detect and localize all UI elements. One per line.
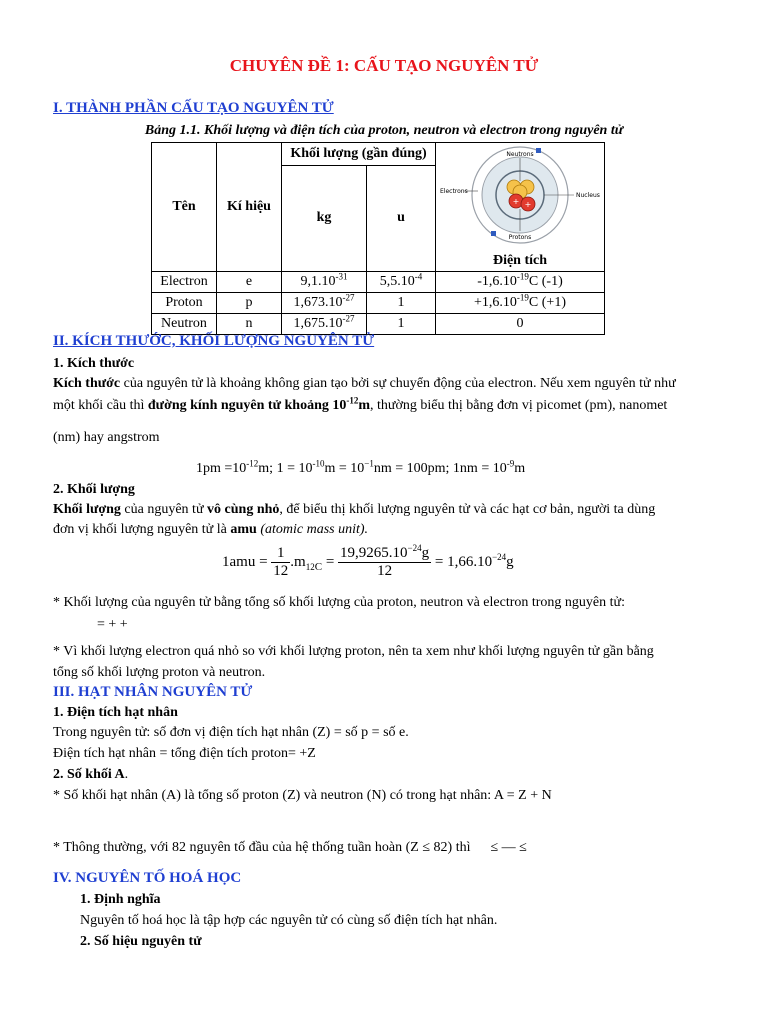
table-row (152, 272, 605, 293)
header-mass: Khối lượng (gần đúng) (282, 143, 436, 166)
cell-kg: $1,673.10^{-27}$ (282, 293, 367, 314)
header-kg: kg (282, 165, 367, 271)
subheading-size: 1. Kích thước (53, 356, 135, 371)
paragraph: * Vì khối lượng electron quá nhỏ so với khối lượng proton, nên ta xem như khối lượng nguyên tử gần bằng (53, 644, 654, 659)
paragraph: Kích thước của nguyên tử là khoảng không gian tạo bởi sự chuyển động của electron. Nếu xem nguyên tử như (53, 376, 676, 391)
paragraph: Điện tích hạt nhân = tổng điện tích proton= +Z (53, 746, 316, 761)
subheading-mass-number: 2. Số khối A. (53, 767, 129, 782)
amu-equation: 1amu = $\frac{1}{12}$ $.m_{12C}$ = $\frac{19,9265.10^{-24}g}{12}$ = $1,66.10^{-24}g$ (222, 543, 514, 579)
electrons-label: Electrons (440, 188, 468, 195)
cell-kg: $9,1.10^{-31}$ (282, 272, 367, 293)
section-3-heading: III. HẠT NHÂN NGUYÊN TỬ (53, 684, 253, 700)
subheading-atomic-number: 2. Số hiệu nguyên tử (80, 934, 202, 949)
mass-sum-equation: = + + (97, 617, 128, 632)
cell-symbol: e (217, 272, 282, 293)
atom-diagram (436, 143, 604, 253)
fraction-1-12: $\frac{1}{12}$ (273, 545, 289, 579)
paragraph: đơn vị khối lượng nguyên tử là amu (atomic mass unit). (53, 522, 369, 537)
subheading-mass: 2. Khối lượng (53, 482, 135, 497)
paragraph: * Số khối hạt nhân (A) là tổng số proton (Z) và neutron (N) có trong hạt nhân: A = Z + N (53, 788, 552, 803)
nucleus-label: Nucleus (576, 192, 600, 199)
header-u: u (367, 165, 436, 271)
header-name: Tên (152, 143, 217, 272)
paragraph: Nguyên tố hoá học là tập hợp các nguyên tử có cùng số điện tích hạt nhân. (80, 913, 498, 928)
cell-symbol: p (217, 293, 282, 314)
cell-charge: $+1,6.10^{-19}C$ (+1) (436, 293, 605, 314)
cell-symbol: n (217, 314, 282, 335)
table-row (152, 314, 605, 335)
svg-text:+: + (512, 197, 520, 206)
paragraph: một khối cầu thì đường kính nguyên tử khoảng $10^{-12}m$, thường biểu thị bằng đơn vị picomet (pm), nanomet (53, 395, 668, 413)
header-symbol: Kí hiệu (217, 143, 282, 272)
unit-conversion-equation: $1pm =10^{-12}m$; $1 = 10^{-10}m = 10^{-1}nm = 100pm$; $1nm = 10^{-9}m$ (196, 458, 526, 476)
section-4-heading: IV. NGUYÊN TỐ HOÁ HỌC (53, 870, 242, 886)
cell-u: 1 (367, 314, 436, 335)
cell-u: 1 (367, 293, 436, 314)
neutrons-label: Neutrons (506, 151, 534, 158)
paragraph: (nm) hay angstrom (53, 430, 160, 445)
svg-text:+: + (524, 200, 532, 209)
cell-name: Neutron (152, 314, 217, 335)
header-charge: Điện tích (492, 253, 548, 268)
subheading-nuclear-charge: 1. Điện tích hạt nhân (53, 705, 178, 720)
cell-charge: 0 (436, 314, 605, 335)
header-charge-cell (436, 143, 605, 272)
table-row (152, 293, 605, 314)
particle-table (151, 142, 605, 335)
protons-label: Protons (508, 234, 532, 241)
cell-charge: $-1,6.10^{-19}C$ (-1) (436, 272, 605, 293)
cell-u: $5,5.10^{-4}$ (367, 272, 436, 293)
paragraph: * Thông thường, với 82 nguyên tố đầu của hệ thống tuần hoàn (Z ≤ 82) thì ≤ — ≤ (53, 840, 527, 855)
section-1-heading: I. THÀNH PHẦN CẤU TẠO NGUYÊN TỬ (53, 100, 334, 116)
section-2-heading: II. KÍCH THƯỚC, KHỐI LƯỢNG NGUYÊN TỬ (53, 333, 375, 349)
cell-kg: $1,675.10^{-27}$ (282, 314, 367, 335)
paragraph: * Khối lượng của nguyên tử bằng tổng số khối lượng của proton, neutron và electron trong nguyên tử: (53, 595, 625, 610)
cell-name: Electron (152, 272, 217, 293)
table-caption: Bảng 1.1. Khối lượng và điện tích của proton, neutron và electron trong nguyên tử (144, 123, 624, 138)
fraction-mass: $\frac{19,9265.10^{-24}g}{12}$ (340, 543, 430, 579)
cell-name: Proton (152, 293, 217, 314)
paragraph: Trong nguyên tử: số đơn vị điện tích hạt nhân (Z) = số p = số e. (53, 725, 409, 740)
subheading-definition: 1. Định nghĩa (80, 892, 161, 907)
page-title: CHUYÊN ĐỀ 1: CẤU TẠO NGUYÊN TỬ (229, 56, 539, 75)
paragraph: Khối lượng của nguyên tử vô cùng nhỏ, để biểu thị khối lượng nguyên tử và các hạt cơ bản, người ta dùng (53, 502, 656, 517)
paragraph: tổng số khối lượng proton và neutron. (53, 665, 266, 680)
